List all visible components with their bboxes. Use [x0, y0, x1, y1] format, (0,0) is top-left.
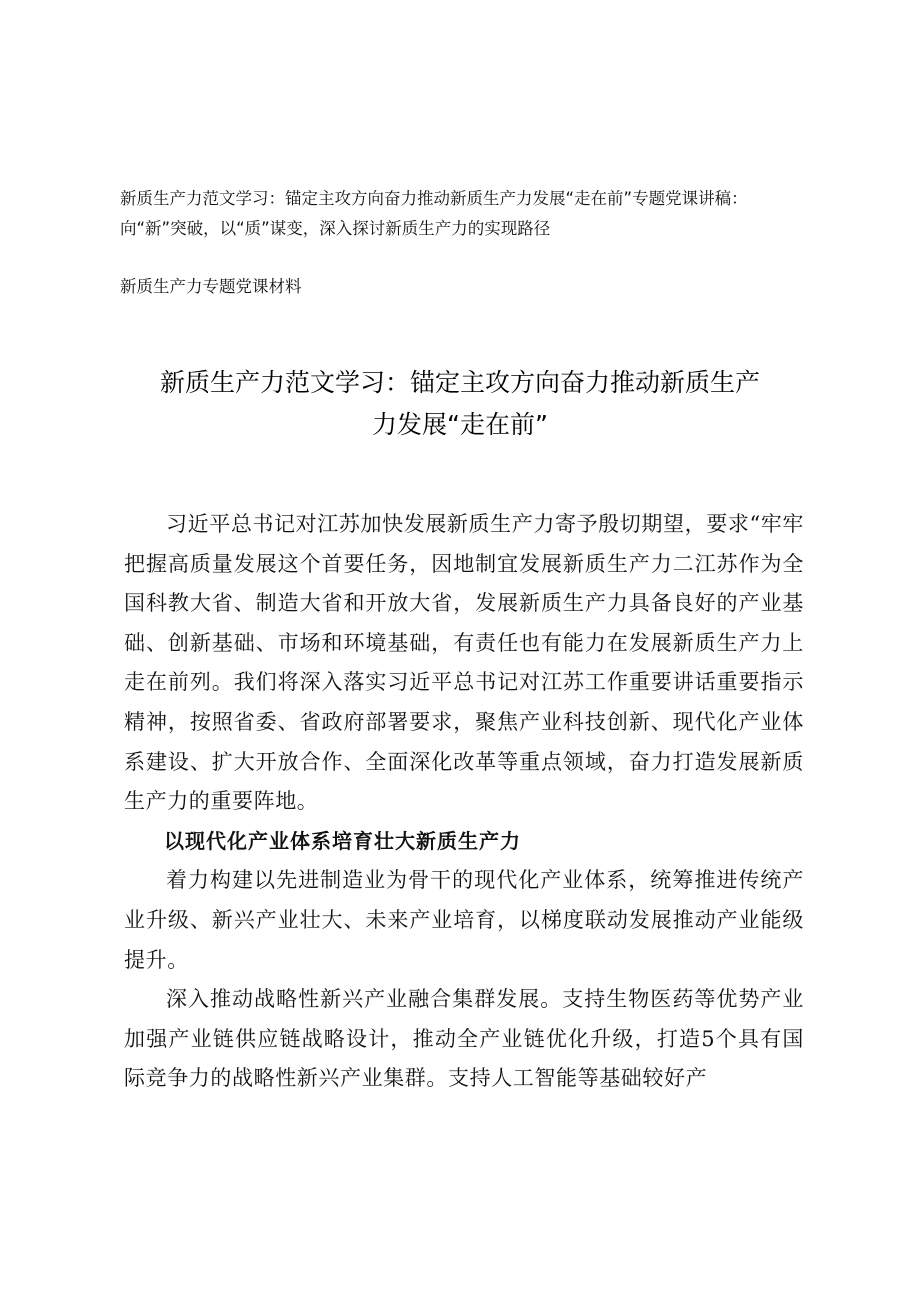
header-line: 新质生产力范文学习：锚定主攻方向奋力推动新质生产力发展“走在前”专题党课讲稿：向“新”突破，以“质”谋变，深入探讨新质生产力的实现路径 — [120, 189, 748, 238]
paragraph: 习近平总书记对江苏加快发展新质生产力寄予殷切期望，要求“牢牢把握高质量发展这个首要任务，因地制宜发展新质生产力二江苏作为全国科教大省、制造大省和开放大省，发展新质生产力具备良好的产业基础、创新基础、市场和环境基础，有责任也有能力在发展新质生产力上走在前列。我们将深入落实习近平总书记对江苏工作重要讲话重要指示精神，按照省委、省政府部署要求，聚焦产业科技创新、现代化产业体系建设、扩大开放合作、全面深化改革等重点领域，奋力打造发展新质生产力的重要阵地。 — [124, 512, 804, 814]
title-line-1: 新质生产力范文学习：锚定主攻方向奋力推动新质生产 — [159, 368, 760, 397]
paragraph: 着力构建以先进制造业为骨干的现代化产业体系，统筹推进传统产业升级、新兴产业壮大、未来产业培育，以梯度联动发展推动产业能级提升。 — [124, 868, 804, 972]
document-header — [120, 184, 810, 244]
document-body — [124, 505, 804, 1099]
category-label: 新质生产力专题党课材料 — [120, 277, 302, 296]
paragraph: 深入推动战略性新兴产业融合集群发展。支持生物医药等优势产业加强产业链供应链战略设计，推动全产业链优化升级，打造5个具有国际竞争力的战略性新兴产业集群。支持人工智能等基础较好产 — [124, 987, 804, 1091]
title-line-2: 力发展“走在前” — [372, 410, 548, 439]
section-heading: 以现代化产业体系培育壮大新质生产力 — [164, 828, 521, 853]
page-title — [130, 362, 790, 446]
